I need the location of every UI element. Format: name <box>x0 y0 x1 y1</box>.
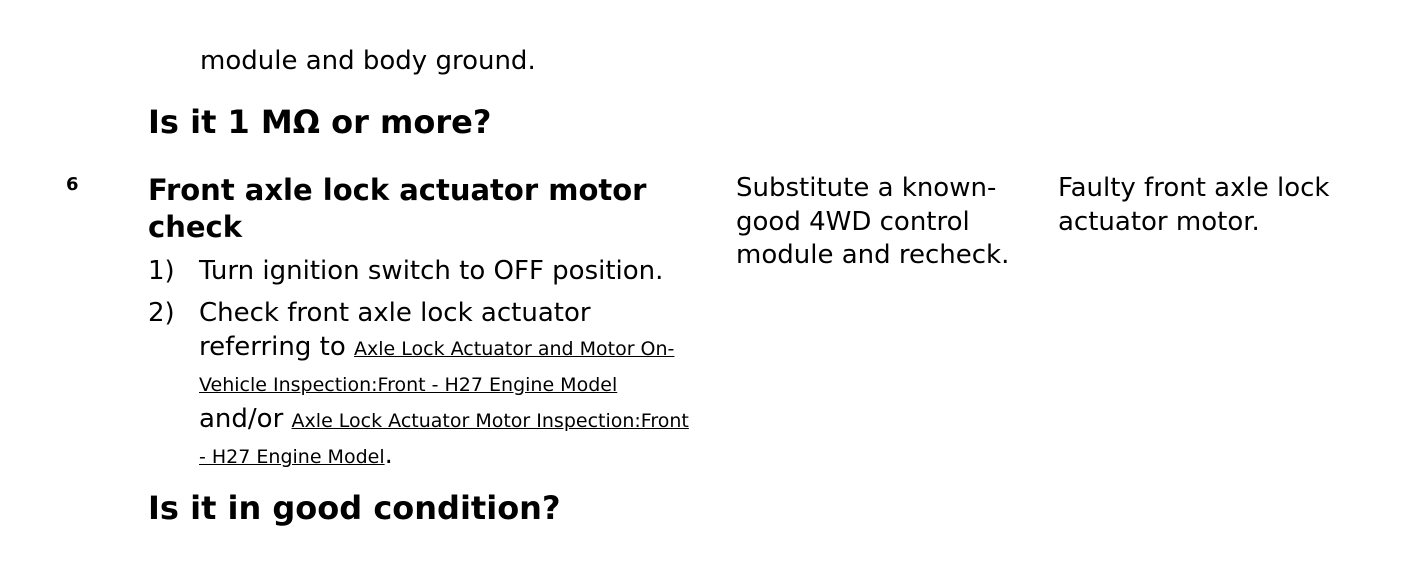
list-item-number: 2) <box>148 298 175 328</box>
connector-text: and/or <box>199 404 292 434</box>
yes-action-text: Substitute a known-good 4WD control module and recheck. <box>736 173 1010 270</box>
step-title: Front axle lock actuator motor check <box>148 173 647 244</box>
instruction-text: Check front axle lock actuator referring to <box>199 298 591 362</box>
list-item-number: 1) <box>148 256 175 286</box>
link-motor-inspection[interactable]: Axle Lock Actuator Motor Inspection:Front - H27 Engine Model <box>199 410 689 468</box>
link-on-vehicle-inspection[interactable]: Axle Lock Actuator and Motor On-Vehicle Inspection:Front - H27 Engine Model <box>199 338 675 396</box>
list-item <box>148 296 699 474</box>
step-number: 6 <box>66 174 79 195</box>
question-resistance: Is it 1 MΩ or more? <box>148 103 492 141</box>
list-item-text <box>199 296 699 474</box>
continuation-text: module and body ground. <box>200 46 536 76</box>
end-punctuation: . <box>384 440 393 470</box>
list-item <box>148 254 719 288</box>
list-item-text: Turn ignition switch to OFF position. <box>199 256 664 286</box>
question-condition: Is it in good condition? <box>148 489 561 527</box>
no-action-text: Faulty front axle lock actuator motor. <box>1058 173 1330 237</box>
